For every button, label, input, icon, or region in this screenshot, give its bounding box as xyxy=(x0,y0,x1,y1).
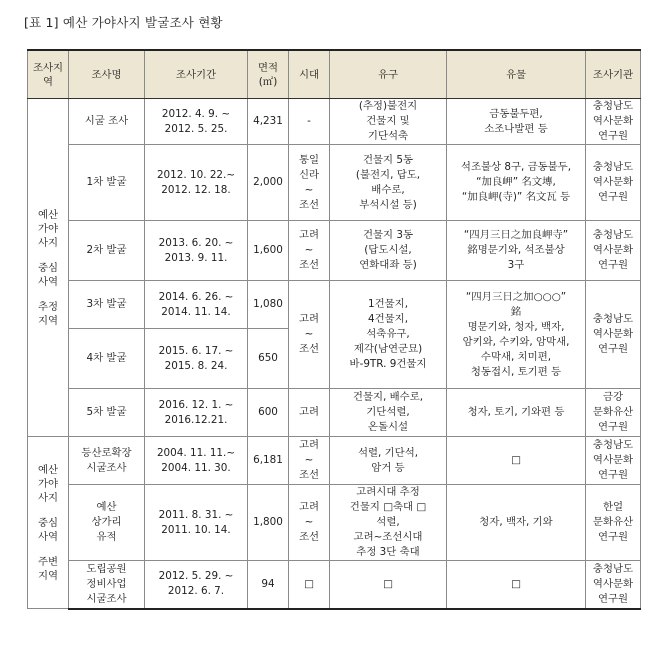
row-era xyxy=(289,561,330,609)
cell-line: 2011. 8. 31. ~ xyxy=(158,508,234,521)
cell-line: 가야 xyxy=(37,222,59,235)
cell-line: ~ xyxy=(304,328,314,340)
cell-line: 2004. 11. 11.~ xyxy=(156,446,236,459)
cell-line: 3차 발굴 xyxy=(86,298,127,310)
row-era xyxy=(289,437,330,485)
row-period xyxy=(145,329,248,389)
row-name xyxy=(69,389,145,437)
cell-line: 2012. 10. 22.~ xyxy=(156,168,236,181)
excavation-table xyxy=(27,49,641,610)
row-relics xyxy=(447,485,586,561)
table-caption: [표 1] 예산 가야사지 발굴조사 현황 xyxy=(24,15,223,30)
cell-line: 2016.12.21. xyxy=(164,413,228,426)
row-period xyxy=(145,389,248,437)
cell-line: □ xyxy=(383,577,393,590)
header-remains: 유구 xyxy=(330,50,447,99)
cell-line: 바-9TR. 9건물지 xyxy=(349,358,427,370)
cell-line: 건물지 3동 xyxy=(362,229,414,241)
cell-line: 사지 xyxy=(37,491,59,504)
row-period xyxy=(145,145,248,221)
cell-line: 한얼 xyxy=(602,501,624,513)
cell-line: 도립공원 xyxy=(86,562,127,575)
cell-line: 고려 xyxy=(298,229,320,241)
cell-line: 건물지 및 xyxy=(366,115,410,127)
row-area: 4,231 xyxy=(248,99,289,145)
cell-line: 청동접시, 토기편 등 xyxy=(470,365,562,378)
cell-line: 충청남도 xyxy=(592,562,634,575)
cell-line: 건물지 □축대 □ xyxy=(349,501,427,513)
cell-line: 석렬, xyxy=(376,516,400,528)
row-era xyxy=(289,281,330,389)
cell-line: 충청남도 xyxy=(592,313,634,325)
row-remains xyxy=(330,221,447,281)
row-remains xyxy=(330,281,447,389)
cell-line xyxy=(30,289,66,300)
cell-line: 역사문화 xyxy=(592,328,634,340)
cell-line: 2014. 11. 14. xyxy=(161,305,231,318)
row-remains xyxy=(330,145,447,221)
cell-line: 통일 xyxy=(298,153,320,166)
cell-line: 銘 xyxy=(510,305,522,318)
cell-line: 청자, 토기, 기와편 등 xyxy=(467,406,565,418)
cell-line: 석렬, 기단석, xyxy=(357,446,419,459)
cell-line: 명문기와, 청자, 백자, xyxy=(467,320,565,333)
cell-line: 2012. 12. 18. xyxy=(161,183,231,196)
cell-line: 연구원 xyxy=(597,421,629,433)
cell-line: 유적 xyxy=(96,531,117,543)
cell-line: □ xyxy=(511,577,521,590)
cell-line: 역사문화 xyxy=(592,115,634,127)
cell-line: (불전지, 답도, xyxy=(355,168,421,181)
table-row xyxy=(28,99,641,145)
row-era xyxy=(289,99,330,145)
cell-line: 충청남도 xyxy=(592,229,634,241)
row-relics xyxy=(447,561,586,609)
row-period xyxy=(145,437,248,485)
cell-line: - xyxy=(307,115,311,127)
cell-line: 2013. 6. 20. ~ xyxy=(158,236,234,249)
cell-line xyxy=(30,544,66,555)
cell-line: 암거 등 xyxy=(371,461,405,474)
cell-line: 배수로, xyxy=(371,183,405,196)
cell-line: 추정 xyxy=(37,300,59,313)
header-name: 조사명 xyxy=(69,50,145,99)
cell-line: 고려 xyxy=(298,501,320,513)
cell-line: 정비사업 xyxy=(86,577,127,590)
cell-line: 상가리 xyxy=(91,516,122,528)
row-org xyxy=(586,561,641,609)
cell-line: 조선 xyxy=(298,198,320,211)
row-remains xyxy=(330,99,447,145)
cell-line: 2004. 11. 30. xyxy=(161,461,231,474)
cell-line: 2012. 5. 25. xyxy=(164,122,228,135)
cell-line: 연구원 xyxy=(597,130,629,142)
cell-line: 2012. 6. 7. xyxy=(167,585,225,598)
cell-line: 금동불두편, xyxy=(489,107,543,120)
row-name xyxy=(69,281,145,329)
row-area: 650 xyxy=(248,329,289,389)
row-era xyxy=(289,145,330,221)
row-name xyxy=(69,437,145,485)
cell-line: 기단석축 xyxy=(367,130,409,142)
header-period: 조사기간 xyxy=(145,50,248,99)
cell-line: 연구원 xyxy=(597,259,629,271)
table-row xyxy=(28,561,641,609)
cell-line: 연구원 xyxy=(597,469,629,481)
cell-line: 지역 xyxy=(37,569,59,582)
cell-line: 1차 발굴 xyxy=(86,176,127,188)
row-org xyxy=(586,221,641,281)
cell-line: 조선 xyxy=(298,469,320,481)
cell-line: 암키와, 수키와, 암막새, xyxy=(462,335,570,348)
row-area: 94 xyxy=(248,561,289,609)
cell-line: 수막새, 치미편, xyxy=(480,350,552,363)
header-area: 면적(㎡) xyxy=(248,50,289,99)
cell-line: 2011. 10. 14. xyxy=(161,523,231,536)
cell-line: 연구원 xyxy=(597,592,629,605)
cell-line: 4건물지, xyxy=(367,313,409,325)
cell-line: 충청남도 xyxy=(592,161,634,173)
cell-line: “四月三日之加良岬寺” xyxy=(463,229,569,241)
cell-line: 기단석렬, xyxy=(366,406,410,418)
cell-line: 고려시대 추정 xyxy=(356,486,420,498)
row-remains xyxy=(330,389,447,437)
cell-line: 건물지 5동 xyxy=(362,153,414,166)
cell-line: 중심 xyxy=(37,516,59,529)
table-row xyxy=(28,485,641,561)
cell-line: 역사문화 xyxy=(592,577,634,590)
row-era xyxy=(289,485,330,561)
row-era xyxy=(289,221,330,281)
cell-line: 예산 xyxy=(96,501,117,513)
cell-line: 연화대좌 등) xyxy=(359,259,417,271)
row-org xyxy=(586,437,641,485)
cell-line: ~ xyxy=(304,516,314,528)
cell-line: 2015. 6. 17. ~ xyxy=(158,344,234,357)
cell-line: 가야 xyxy=(37,477,59,490)
cell-line: 사역 xyxy=(37,530,59,543)
row-period xyxy=(145,221,248,281)
row-area: 2,000 xyxy=(248,145,289,221)
cell-line: 2014. 6. 26. ~ xyxy=(158,290,234,303)
cell-line: 銘명문기와, 석조불상 xyxy=(467,244,565,256)
cell-line: “加良岬(寺)” 名文瓦 등 xyxy=(461,191,571,203)
cell-line: 시굴조사 xyxy=(86,461,127,474)
row-area: 600 xyxy=(248,389,289,437)
cell-line: 고려~조선시대 xyxy=(353,531,423,543)
cell-line: 고려 xyxy=(298,406,320,418)
cell-line: 소조나발편 등 xyxy=(484,122,548,135)
cell-line: □ xyxy=(511,454,521,466)
cell-line: 충청남도 xyxy=(592,439,634,451)
row-org xyxy=(586,485,641,561)
cell-line: 연구원 xyxy=(597,343,629,355)
cell-line: 추정 3단 축대 xyxy=(356,546,420,558)
cell-line: 부석시설 등) xyxy=(359,198,417,211)
row-period xyxy=(145,485,248,561)
row-relics xyxy=(447,281,586,389)
row-name xyxy=(69,99,145,145)
cell-line: 사역 xyxy=(37,275,59,288)
header-relics: 유물 xyxy=(447,50,586,99)
cell-line: 충청남도 xyxy=(592,100,634,112)
row-relics xyxy=(447,389,586,437)
header-org: 조사기관 xyxy=(586,50,641,99)
cell-line: 2012. 5. 29. ~ xyxy=(158,570,234,583)
row-period xyxy=(145,99,248,145)
row-period xyxy=(145,281,248,329)
cell-line: 주변 xyxy=(37,555,59,568)
row-relics xyxy=(447,99,586,145)
row-era xyxy=(289,389,330,437)
row-remains xyxy=(330,561,447,609)
row-area: 1,800 xyxy=(248,485,289,561)
cell-line: “四月三日之加○○○” xyxy=(465,290,567,303)
table-row xyxy=(28,437,641,485)
row-area: 1,080 xyxy=(248,281,289,329)
cell-line: ~ xyxy=(304,244,314,256)
row-relics xyxy=(447,221,586,281)
cell-line: ~ xyxy=(304,454,314,466)
row-name xyxy=(69,145,145,221)
cell-line: 조선 xyxy=(298,531,320,543)
cell-line: 석조불상 8구, 금동불두, xyxy=(460,161,572,173)
header-region: 조사지역 xyxy=(28,50,69,99)
cell-line: 시굴조사 xyxy=(86,592,127,605)
cell-line: 예산 xyxy=(37,463,59,476)
cell-line: 조선 xyxy=(298,259,320,271)
row-remains xyxy=(330,485,447,561)
row-org xyxy=(586,389,641,437)
cell-line: 석축유구, xyxy=(366,328,410,340)
cell-line: 금강 xyxy=(602,391,624,403)
cell-line: 예산 xyxy=(37,208,59,221)
row-period xyxy=(145,561,248,609)
row-area: 6,181 xyxy=(248,437,289,485)
row-name xyxy=(69,485,145,561)
table-row xyxy=(28,389,641,437)
cell-line xyxy=(30,250,66,261)
cell-line: 청자, 백자, 기와 xyxy=(479,516,553,528)
cell-line: 역사문화 xyxy=(592,454,634,466)
cell-line: 2차 발굴 xyxy=(86,244,127,256)
cell-line: □ xyxy=(304,577,314,590)
cell-line: 2012. 4. 9. ~ xyxy=(161,107,231,120)
cell-line: 등산로확장 xyxy=(81,446,132,459)
region-cell-core xyxy=(28,99,69,437)
table-row xyxy=(28,145,641,221)
row-area: 1,600 xyxy=(248,221,289,281)
cell-line: 조선 xyxy=(298,343,320,355)
cell-line: (추정)불전지 xyxy=(358,100,418,112)
table-row xyxy=(28,281,641,329)
cell-line: 2013. 9. 11. xyxy=(164,251,228,264)
cell-line: 1건물지, xyxy=(367,298,409,310)
row-name xyxy=(69,221,145,281)
header-row xyxy=(28,50,641,99)
cell-line: 연구원 xyxy=(597,191,629,203)
cell-line: 역사문화 xyxy=(592,244,634,256)
cell-line: 연구원 xyxy=(597,531,629,543)
row-relics xyxy=(447,437,586,485)
cell-line: ~ xyxy=(304,183,314,196)
cell-line: 중심 xyxy=(37,261,59,274)
row-remains xyxy=(330,437,447,485)
row-org xyxy=(586,99,641,145)
cell-line: 온돌시설 xyxy=(367,421,409,433)
cell-line: 신라 xyxy=(298,168,320,181)
cell-line: 5차 발굴 xyxy=(86,406,127,418)
header-era: 시대 xyxy=(289,50,330,99)
cell-line: “加良岬” 名文塼, xyxy=(476,176,556,188)
row-name xyxy=(69,329,145,389)
cell-line: 2015. 8. 24. xyxy=(164,359,228,372)
cell-line: 2016. 12. 1. ~ xyxy=(158,398,234,411)
cell-line: 4차 발굴 xyxy=(86,352,127,364)
row-org xyxy=(586,145,641,221)
cell-line: 건물지, 배수로, xyxy=(352,391,424,403)
cell-line: (답도시설, xyxy=(364,244,412,256)
cell-line: 지역 xyxy=(37,314,59,327)
cell-line: 고려 xyxy=(298,313,320,325)
cell-line xyxy=(30,505,66,516)
region-cell-periphery xyxy=(28,437,69,609)
row-relics xyxy=(447,145,586,221)
cell-line: 시굴 조사 xyxy=(84,115,129,127)
cell-line: 사지 xyxy=(37,236,59,249)
table-row xyxy=(28,221,641,281)
cell-line: 문화유산 xyxy=(592,406,634,418)
row-org xyxy=(586,281,641,389)
cell-line: 문화유산 xyxy=(592,516,634,528)
row-name xyxy=(69,561,145,609)
cell-line: 고려 xyxy=(298,439,320,451)
cell-line: 3구 xyxy=(507,259,525,271)
cell-line: 역사문화 xyxy=(592,176,634,188)
cell-line: 제각(남연군묘) xyxy=(353,343,423,355)
